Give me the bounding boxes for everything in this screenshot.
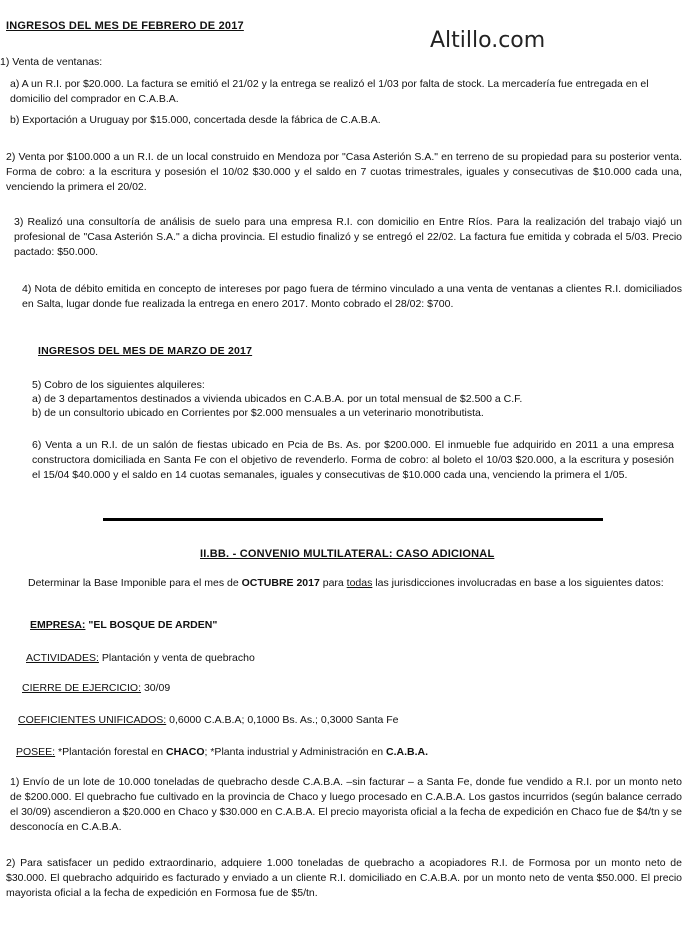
intro-pre: Determinar la Base Imponible para el mes de (28, 577, 242, 589)
item-1-heading: 1) Venta de ventanas: (0, 56, 103, 68)
intro-post: las jurisdicciones involucradas en base a los siguientes datos: (372, 577, 664, 589)
cierre-label: CIERRE DE EJERCICIO: (22, 682, 142, 694)
item-3: 3) Realizó una consultoría de análisis de suelo para una empresa R.I. con domicilio en Entre Ríos. Para la realización del trabajo viajó un profesional de "Casa Asterión S.A." a dicha provincia. El estudio finalizó y se entregó el 22/02. La factura fue emitida y cobrada el 5/03. Precio pactado: $50.000. (14, 216, 682, 258)
actividades-label: ACTIVIDADES: (26, 652, 99, 664)
item-5b: b) de un consultorio ubicado en Corrientes por $2.000 mensuales a un veterinario monotributista. (32, 407, 484, 419)
empresa-label: EMPRESA: (30, 619, 86, 631)
cierre-value: 30/09 (141, 682, 171, 694)
section-title-convenio: II.BB. - CONVENIO MULTILATERAL: CASO ADICIONAL (200, 548, 495, 560)
posee-chaco: CHACO (166, 746, 205, 758)
item-1b: b) Exportación a Uruguay por $15.000, concertada desde la fábrica de C.A.B.A. (10, 114, 381, 126)
coeficientes-line (18, 713, 399, 728)
posee-value-1: *Plantación forestal en (55, 746, 167, 758)
posee-value-2: ; *Planta industrial y Administración en (204, 746, 387, 758)
empresa-line (30, 618, 217, 633)
case-1: 1) Envío de un lote de 10.000 toneladas de quebracho desde C.A.B.A. –sin facturar – a Santa Fe, donde fue vendido a R.I. por un monto neto de $200.000. El quebracho fue cultivado en la provincia de Chaco y luego procesado en C.A.B.A. Los gastos incurridos (según balance cerrado el 30/09) ascendieron a $20.000 en Chaco y $30.000 en C.A.B.A. El precio mayorista oficial a la fecha de expedición en Chaco fue de $4/tn y se desconocía en C.A.B.A. (10, 776, 682, 833)
posee-caba: C.A.B.A. (386, 746, 429, 758)
empresa-value: "EL BOSQUE DE ARDEN" (85, 619, 218, 631)
coeficientes-label: COEFICIENTES UNIFICADOS: (18, 714, 167, 726)
actividades-line (26, 651, 255, 666)
posee-line (16, 745, 428, 760)
cierre-line (22, 681, 170, 696)
item-4: 4) Nota de débito emitida en concepto de intereses por pago fuera de término vinculado a una venta de ventanas a clientes R.I. domiciliados en Salta, lugar donde fue realizada la entrega en enero 2017. Monto cobrado el 28/02: $700. (22, 283, 682, 310)
intro-mid: para (319, 577, 347, 589)
actividades-value: Plantación y venta de quebracho (98, 652, 255, 664)
item-6: 6) Venta a un R.I. de un salón de fiestas ubicado en Pcia de Bs. As. por $200.000. El inmueble fue adquirido en 2011 a una empresa constructora domiciliada en Santa Fe con el objetivo de revenderlo. Forma de cobro: al boleto el 10/03 $20.000, a la escritura y posesión el 15/04 $40.000 y el saldo en 14 cuotas semanales, iguales y consecutivas de $10.000 cada una, venciendo la primera el 1/05. (32, 439, 674, 481)
item-2: 2) Venta por $100.000 a un R.I. de un local construido en Mendoza por "Casa Asterión S.A." en terreno de su propiedad para su posterior venta. Forma de cobro: a la escritura y posesión el 10/02 $30.000 y el saldo en 7 cuotas trimestrales, iguales y consecutivas de $10.000 cada una, venciendo la primera el 20/02. (6, 151, 682, 193)
item-5a: a) de 3 departamentos destinados a vivienda ubicados en C.A.B.A. por un total mensual de $2.500 a C.F. (32, 393, 523, 405)
intro-month: OCTUBRE 2017 (241, 577, 320, 589)
coeficientes-value: 0,6000 C.A.B.A; 0,1000 Bs. As.; 0,3000 Santa Fe (166, 714, 399, 726)
section-title-febrero: INGRESOS DEL MES DE FEBRERO DE 2017 (6, 20, 244, 32)
case-2: 2) Para satisfacer un pedido extraordinario, adquiere 1.000 toneladas de quebracho a acopiadores R.I. de Formosa por un monto neto de $30.000. El quebracho adquirido es facturado y enviado a un cliente R.I. domiciliado en C.A.B.A. por un monto neto de venta $50.000. El precio mayorista oficial a la fecha de expedición en Formosa fue de $5/tn. (6, 857, 682, 899)
watermark-text: Altillo.com (430, 28, 546, 53)
posee-label: POSEE: (16, 746, 56, 758)
item-5-heading: 5) Cobro de los siguientes alquileres: (32, 379, 205, 391)
item-1a: a) A un R.I. por $20.000. La factura se emitió el 21/02 y la entrega se realizó el 1/03 por falta de stock. La mercadería fue entregada en el domicilio del comprador en C.A.B.A. (10, 78, 649, 105)
intro-todas: todas (346, 577, 373, 589)
horizontal-rule (103, 518, 603, 521)
section-title-marzo: INGRESOS DEL MES DE MARZO DE 2017 (38, 345, 253, 357)
intro-paragraph (28, 576, 680, 591)
